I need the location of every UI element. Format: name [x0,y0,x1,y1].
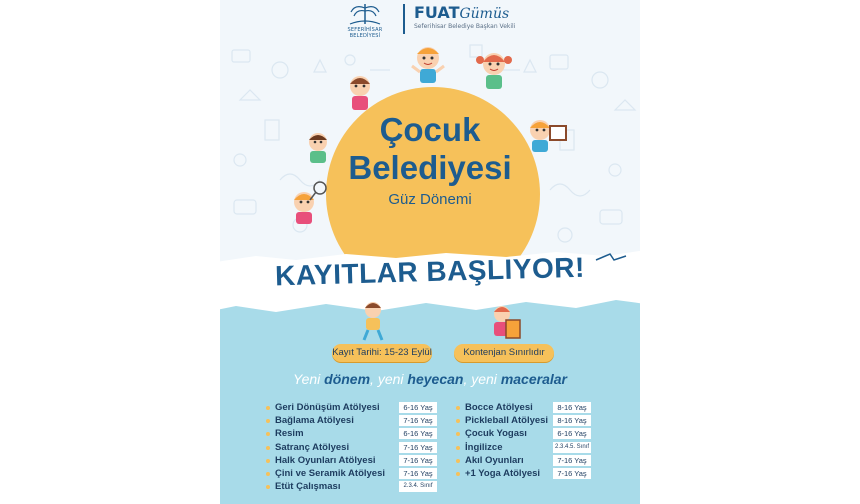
workshop-row [266,442,441,455]
registration-banner-text: KAYITLAR BAŞLIYOR! [274,251,586,292]
workshop-row [456,468,631,481]
workshop-row [266,402,441,415]
workshop-age: 8-16 Yaş [553,415,591,426]
workshop-name: Bocce Atölyesi [465,402,533,413]
workshop-name: Çocuk Yogası [465,428,527,440]
workshop-name: Geri Dönüşüm Atölyesi [275,402,380,413]
kid-illustration-dancing [358,300,388,342]
workshop-row [266,481,441,494]
registration-date-badge: Kayıt Tarihi: 15-23 Eylül [332,344,432,362]
bullet-icon [266,432,270,436]
bullet-icon [266,446,270,450]
workshop-name: Halk Oyunları Atölyesi [275,454,376,466]
slogan-word-3: maceralar [500,371,567,387]
bullet-icon [266,419,270,423]
workshop-age: 6-16 Yaş [553,428,591,439]
kid-illustration-left-top [342,72,378,116]
slogan-part-3: , yeni [463,371,501,387]
workshop-row [266,468,441,481]
workshop-name: Akıl Oyunları [465,454,524,466]
workshop-age: 6-16 Yaş [399,428,437,439]
bullet-icon [266,459,270,463]
workshop-name: Çini ve Seramik Atölyesi [275,467,386,479]
workshop-name: Pickleball Atölyesi [465,415,549,427]
workshop-row [456,415,631,428]
workshop-age: 7-16 Yaş [399,468,437,479]
workshop-row [266,455,441,468]
bullet-icon [266,406,270,410]
kid-illustration-top-right [472,48,516,98]
kid-illustration-reading [488,304,522,344]
title-line-2: Belediyesi [348,149,512,186]
workshop-row [456,428,631,441]
workshop-age: 2.3.4.5. Sınıf [553,442,591,453]
slogan-part-2: , yeni [370,371,408,387]
bullet-icon [456,419,460,423]
kid-illustration-top [408,44,448,92]
workshop-age: 7-16 Yaş [399,442,437,453]
workshop-list-left [266,402,441,494]
poster [220,0,640,504]
workshop-name: İngilizce [465,441,503,453]
slogan [220,371,640,387]
workshop-age: 7-16 Yaş [553,455,591,466]
workshop-name: Etüt Çalışması [275,481,341,493]
mayor-name [414,3,509,22]
workshop-age: 7-16 Yaş [553,468,591,479]
slogan-word-1: dönem [324,371,371,387]
mayor-first-name: FUAT [414,3,460,22]
slogan-word-2: heyecan [407,371,464,387]
workshop-row [456,442,631,455]
subtitle: Güz Dönemi [388,191,472,208]
workshop-name: Satranç Atölyesi [275,441,350,453]
bullet-icon [456,446,460,450]
workshop-row [266,415,441,428]
mayor-role: Seferihisar Belediye Başkan Vekili [414,23,516,30]
bullet-icon [456,406,460,410]
workshop-list-right [456,402,631,481]
bullet-icon [456,459,460,463]
workshop-row [456,402,631,415]
workshop-name: Resim [275,428,304,440]
bullet-icon [266,472,270,476]
workshop-age: 2.3.4. Sınıf [399,481,437,492]
workshop-age: 7-16 Yaş [399,455,437,466]
workshop-age: 7-16 Yaş [399,415,437,426]
slogan-part-1: Yeni [293,371,325,387]
title-line-1: Çocuk [379,111,481,148]
municipality-logo-text: SEFERİHİSAR BELEDİYESİ [347,27,383,39]
header-divider [403,4,405,34]
bullet-icon [266,485,270,489]
bullet-icon [456,472,460,476]
workshop-name: Bağlama Atölyesi [275,415,354,427]
workshop-age: 8-16 Yaş [553,402,591,413]
quota-badge: Kontenjan Sınırlıdır [454,344,554,362]
mayor-last-name: Gümüs [459,6,510,22]
workshop-row [266,428,441,441]
bullet-icon [456,432,460,436]
workshop-row [456,455,631,468]
workshop-age: 6-16 Yaş [399,402,437,413]
header [220,0,640,40]
workshop-name: +1 Yoga Atölyesi [465,467,541,479]
